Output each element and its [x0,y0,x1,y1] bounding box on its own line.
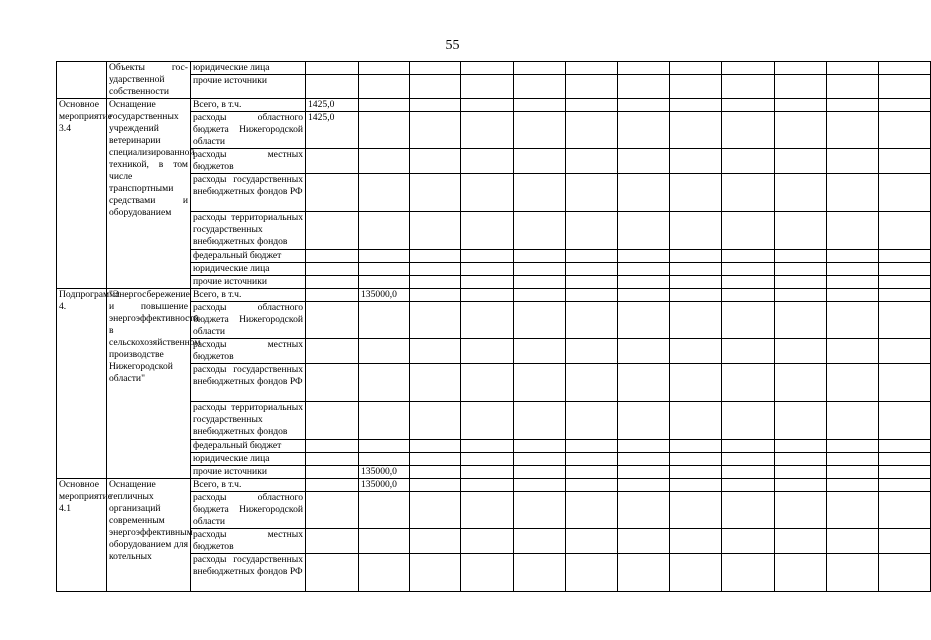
table-row [57,62,931,75]
source-cell: расходы областного бюджета Нижегородской области [191,492,306,529]
table-row [57,99,931,112]
cell-empty [57,62,107,99]
source-cell: Всего, в т.ч. [191,99,306,112]
measure-name-cell: Объекты гос- ударственной собственности [107,62,191,99]
source-cell: федеральный бюджет [191,440,306,453]
program-code-cell: Основное мероприятие 3.4 [57,99,107,289]
table-row [57,479,931,492]
source-cell: прочие источники [191,75,306,99]
measure-name-cell: "Энергосбережение и повышение энергоэффективности в сельскохозяйственном производстве Нижегородской области" [107,289,191,479]
page-number: 55 [445,38,460,53]
source-cell: федеральный бюджет [191,250,306,263]
source-cell: расходы государственных внебюджетных фондов РФ [191,174,306,212]
table-row [57,289,931,302]
source-cell: прочие источники [191,276,306,289]
source-cell: Всего, в т.ч. [191,289,306,302]
source-cell: расходы областного бюджета Нижегородской области [191,302,306,339]
value-cell: 135000,0 [359,466,410,479]
value-cell: 135000,0 [359,289,410,302]
program-code-cell: Основное мероприятие 4.1 [57,479,107,592]
measure-name-cell: Оснащение государственных учреждений ветеринарии специализированной техникой, в том числе транспортными средствами и оборудованием [107,99,191,289]
source-cell: расходы государственных внебюджетных фондов РФ [191,364,306,402]
source-cell: расходы территориальных государственных внебюджетных фондов [191,212,306,250]
source-cell: юридические лица [191,263,306,276]
source-cell: Всего, в т.ч. [191,479,306,492]
source-cell: прочие источники [191,466,306,479]
value-cell: 1425,0 [306,99,359,112]
source-cell: юридические лица [191,453,306,466]
source-cell: расходы областного бюджета Нижегородской области [191,112,306,149]
budget-table [56,61,931,592]
measure-name-cell: Оснащение тепличных организаций современным энергоэффективным оборудованием для котельных [107,479,191,592]
source-cell: расходы местных бюджетов [191,149,306,174]
source-cell: расходы государственных внебюджетных фондов РФ [191,554,306,592]
source-cell: юридические лица [191,62,306,75]
program-code-cell: Подпрограмма 4. [57,289,107,479]
value-cell: 135000,0 [359,479,410,492]
value-cell: 1425,0 [306,112,359,149]
source-cell: расходы местных бюджетов [191,339,306,364]
source-cell: расходы местных бюджетов [191,529,306,554]
source-cell: расходы территориальных государственных внебюджетных фондов [191,402,306,440]
